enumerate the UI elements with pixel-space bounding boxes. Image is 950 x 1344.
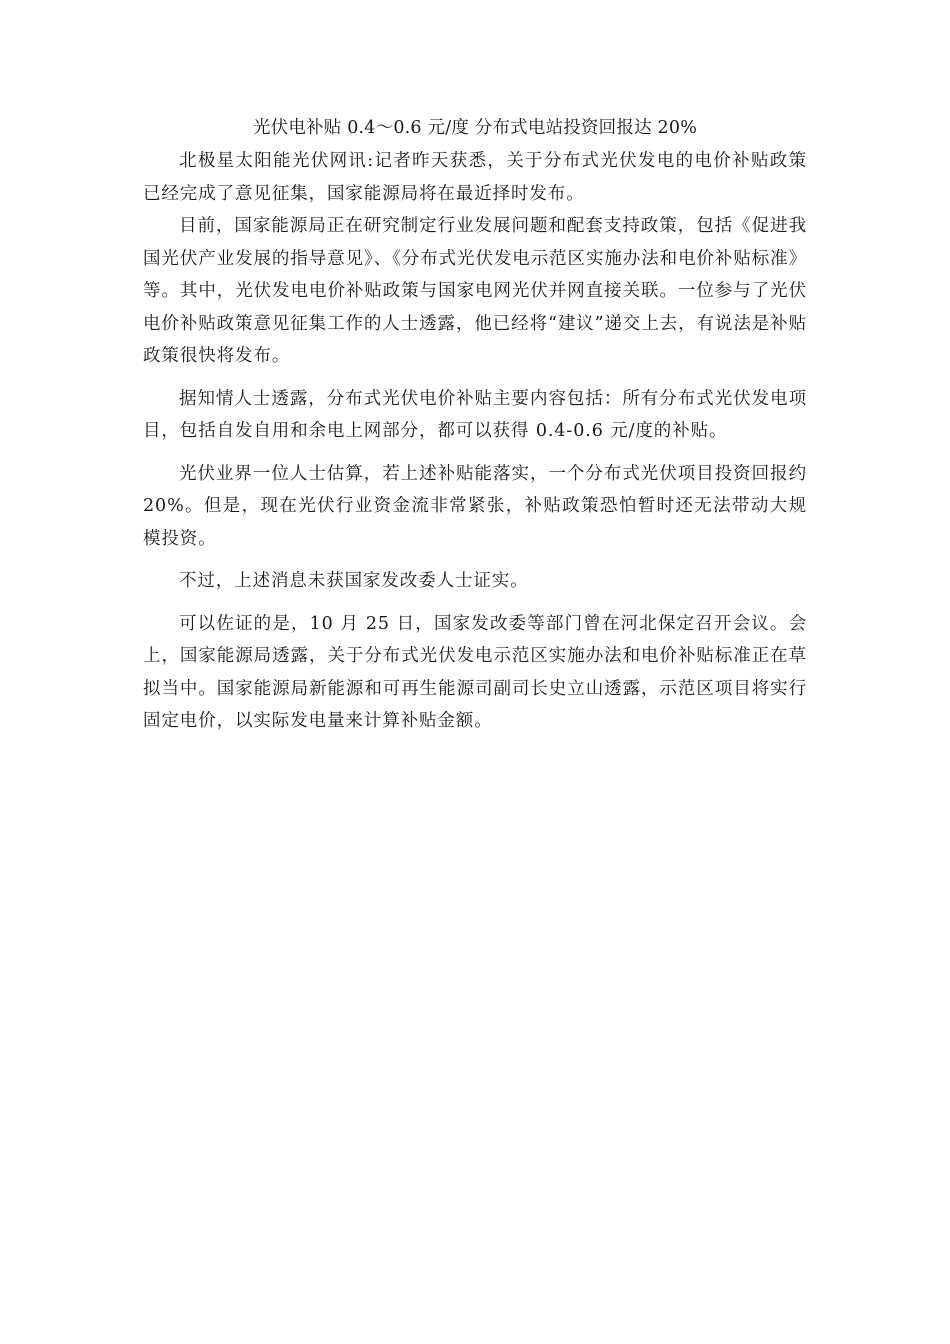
paragraph-evidence: 可以佐证的是，10 月 25 日，国家发改委等部门曾在河北保定召开会议。会上，国家能源局透露，关于分布式光伏发电示范区实施办法和电价补贴标准正在草拟当中。国家能源局新能源和可再生能源司副司长史立山透露，示范区项目将实行固定电价，以实际发电量来计算补贴金额。	[143, 613, 807, 731]
paragraph-return-estimate: 光伏业界一位人士估算，若上述补贴能落实，一个分布式光伏项目投资回报约 20%。但是，现在光伏行业资金流非常紧张，补贴政策恐怕暂时还无法带动大规模投资。	[143, 463, 807, 549]
paragraph-subsidy-content: 据知情人士透露，分布式光伏电价补贴主要内容包括：所有分布式光伏发电项目，包括自发自用和余电上网部分，都可以获得 0.4-0.6 元/度的补贴。	[143, 388, 807, 441]
paragraph-policy: 目前，国家能源局正在研究制定行业发展问题和配套支持政策，包括《促进我国光伏产业发展的指导意见》、《分布式光伏发电示范区实施办法和电价补贴标准》等。其中，光伏发电电价补贴政策与国家电网光伏并网直接关联。一位参与了光伏电价补贴政策意见征集工作的人士透露，他已经将“建议”递交上去，有说法是补贴政策很快将发布。	[143, 216, 807, 366]
paragraph-intro: 北极星太阳能光伏网讯:记者昨天获悉，关于分布式光伏发电的电价补贴政策已经完成了意见征集，国家能源局将在最近择时发布。	[143, 151, 807, 204]
article-title: 光伏电补贴 0.4～0.6 元/度 分布式电站投资回报达 20%	[252, 118, 698, 138]
article	[143, 112, 807, 738]
paragraph-unconfirmed: 不过，上述消息未获国家发改委人士证实。	[179, 571, 529, 591]
